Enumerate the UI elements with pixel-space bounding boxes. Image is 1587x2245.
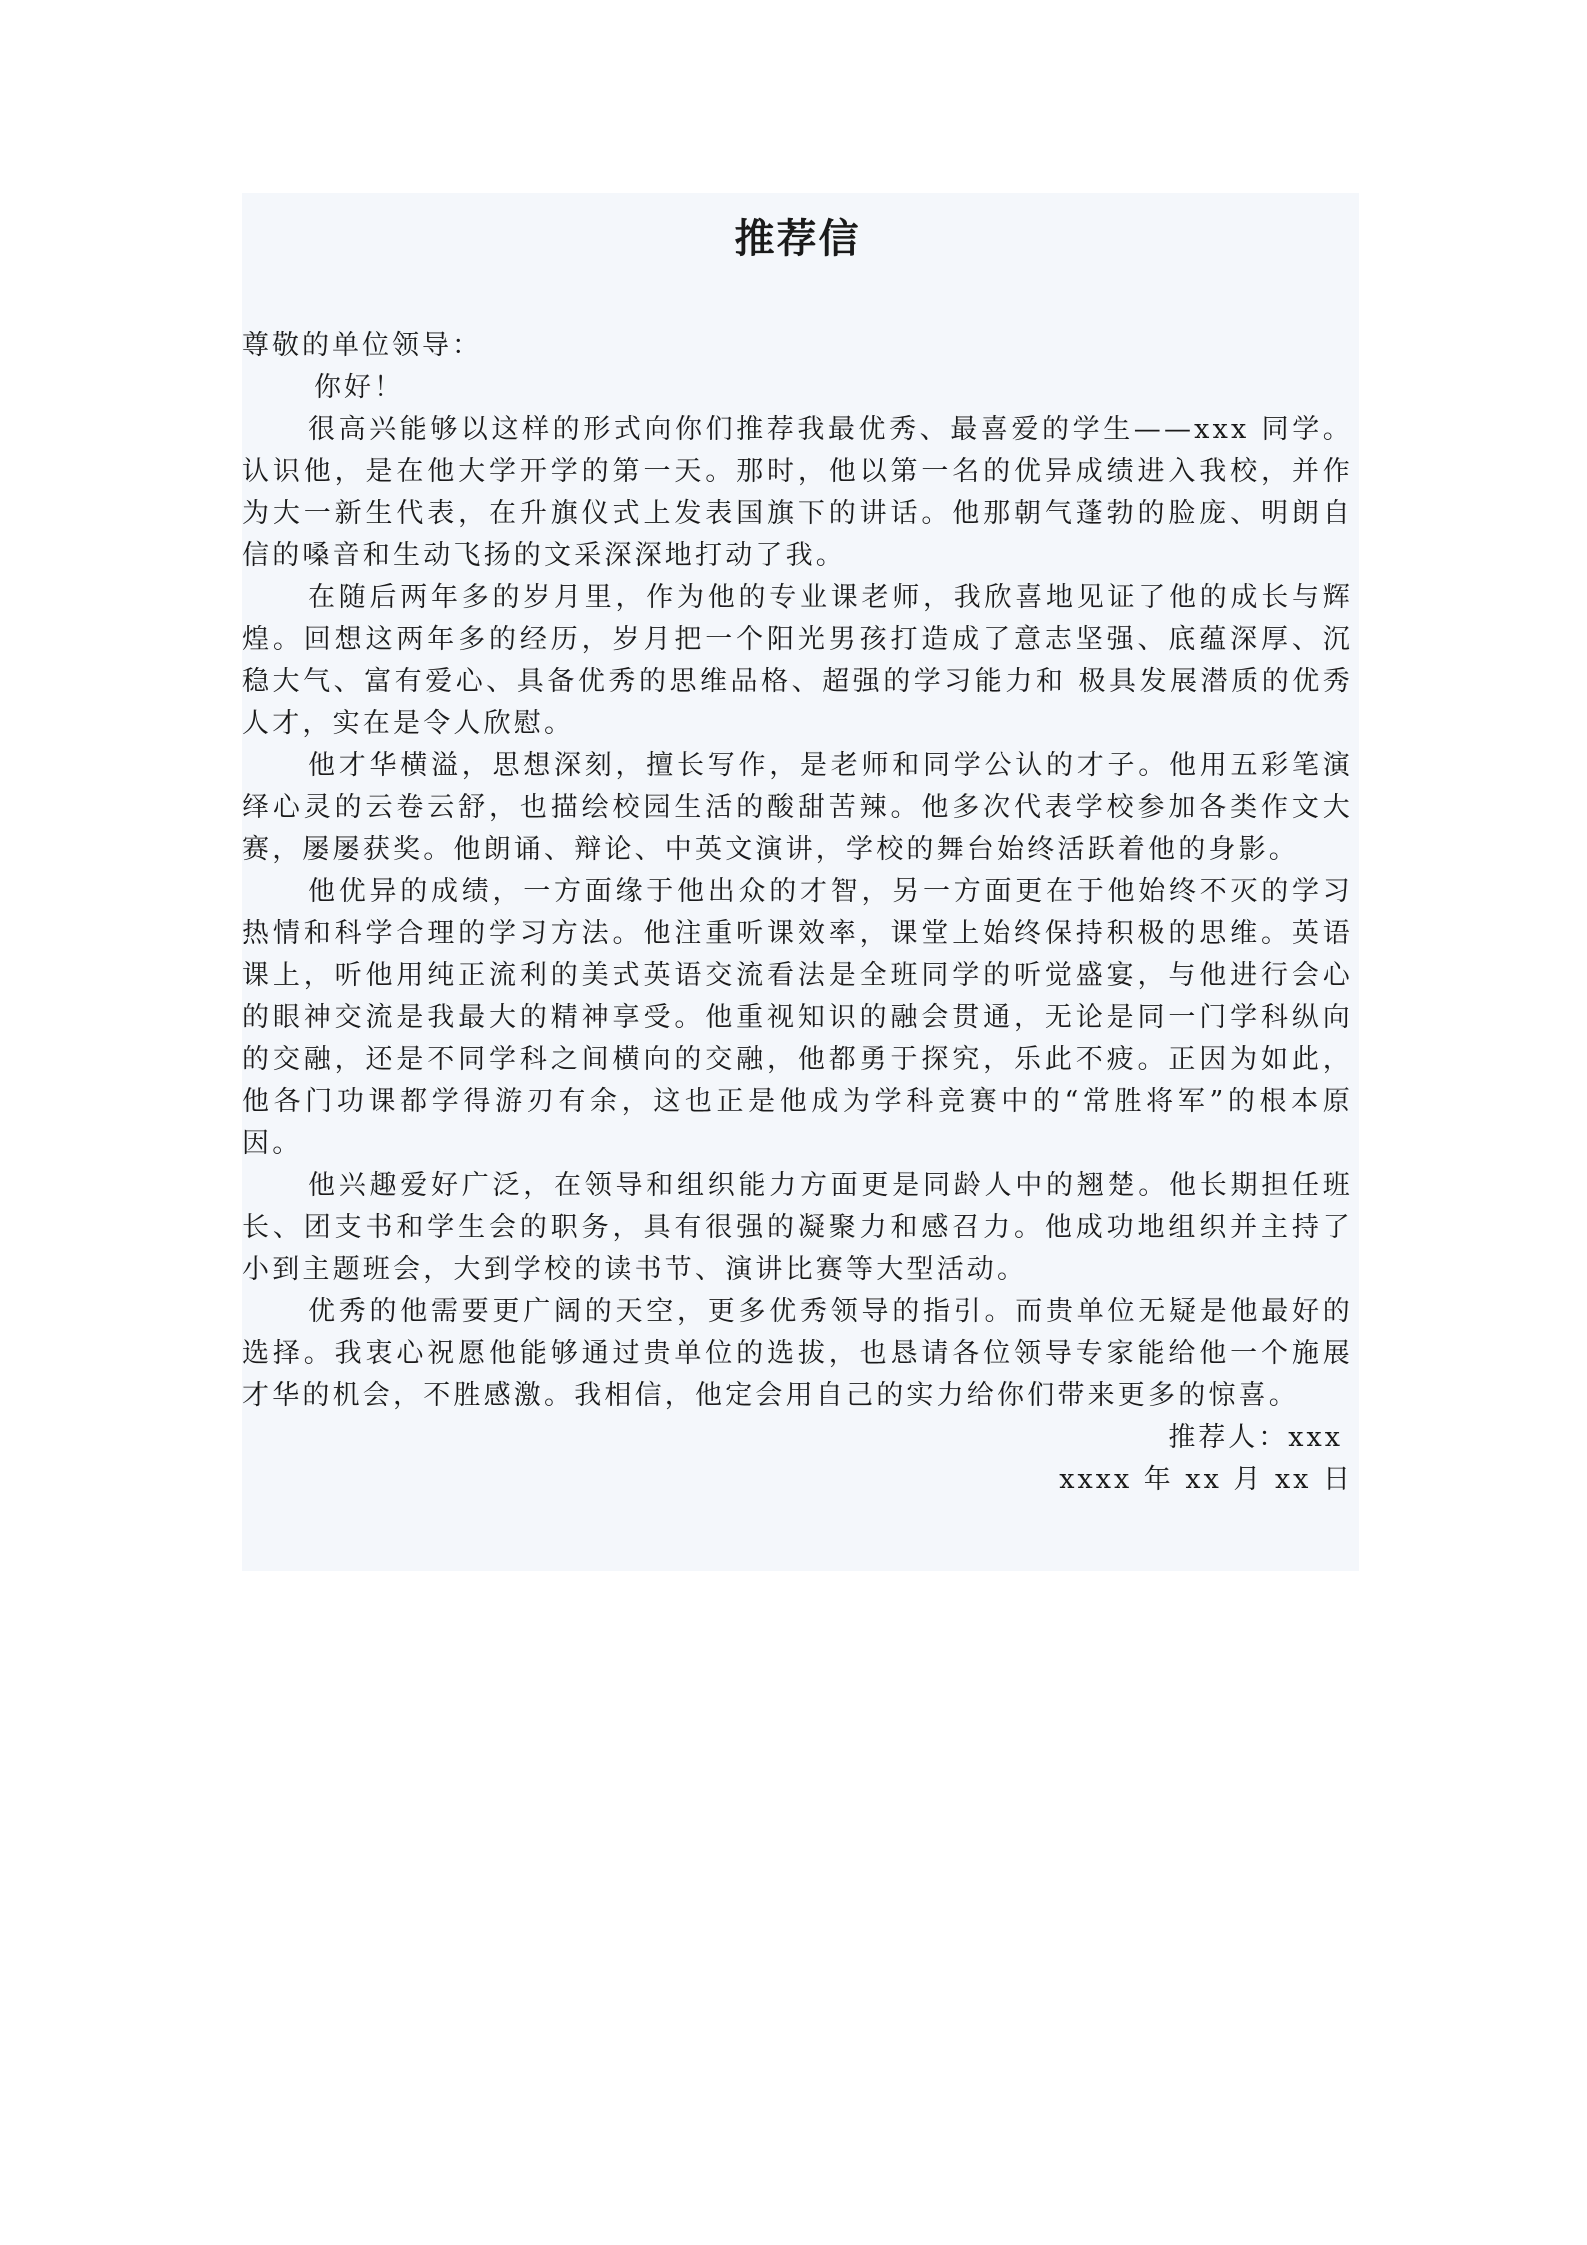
letter-greeting: 你好！ xyxy=(314,372,404,403)
letter-paragraph: 他才华横溢，思想深刻，擅长写作，是老师和同学公认的才子。他用五彩笔演绎心灵的云卷云舒，也描绘校园生活的酸甜苦辣。他多次代表学校参加各类作文大赛，屡屡获奖。他朗诵、辩论、中英文演讲，学校的舞台始终活跃着他的身影。 xyxy=(242,750,1353,865)
letter-paragraph: 优秀的他需要更广阔的天空，更多优秀领导的指引。而贵单位无疑是他最好的选择。我衷心祝愿他能够通过贵单位的选拔，也恳请各位领导专家能给他一个施展才华的机会，不胜感激。我相信，他定会用自己的实力给你们带来更多的惊喜。 xyxy=(242,1296,1353,1411)
letter-salutation: 尊敬的单位领导： xyxy=(242,330,482,361)
letter-paragraph: 在随后两年多的岁月里，作为他的专业课老师，我欣喜地见证了他的成长与辉煌。回想这两年多的经历，岁月把一个阳光男孩打造成了意志坚强、底蕴深厚、沉稳大气、富有爱心、具备优秀的思维品格、超强的学习能力和 极具发展潜质的优秀人才，实在是令人欣慰。 xyxy=(242,582,1353,739)
letter-date: xxxx 年 xx 月 xx 日 xyxy=(1059,1464,1353,1495)
letter-paragraph: 他优异的成绩，一方面缘于他出众的才智，另一方面更在于他始终不灭的学习热情和科学合理的学习方法。他注重听课效率，课堂上始终保持积极的思维。英语课上，听他用纯正流利的美式英语交流看法是全班同学的听觉盛宴，与他进行会心的眼神交流是我最大的精神享受。他重视知识的融会贯通，无论是同一门学科纵向的交融，还是不同学科之间横向的交融，他都勇于探究，乐此不疲。正因为如此，他各门功课都学得游刃有余，这也正是他成为学科竞赛中的“常胜将军”的根本原因。 xyxy=(242,876,1353,1159)
recommendation-letter xyxy=(242,193,1359,1571)
letter-title: 推荐信 xyxy=(734,215,861,262)
letter-paragraph: 他兴趣爱好广泛，在领导和组织能力方面更是同龄人中的翘楚。他长期担任班长、团支书和学生会的职务，具有很强的凝聚力和感召力。他成功地组织并主持了小到主题班会，大到学校的读书节、演讲比赛等大型活动。 xyxy=(242,1170,1353,1285)
letter-paragraph: 很高兴能够以这样的形式向你们推荐我最优秀、最喜爱的学生——xxx 同学。认识他，是在他大学开学的第一天。那时，他以第一名的优异成绩进入我校，并作为大一新生代表，在升旗仪式上发表国旗下的讲话。他那朝气蓬勃的脸庞、明朗自信的嗓音和生动飞扬的文采深深地打动了我。 xyxy=(242,414,1353,571)
letter-signature: 推荐人：xxx xyxy=(1168,1422,1343,1453)
